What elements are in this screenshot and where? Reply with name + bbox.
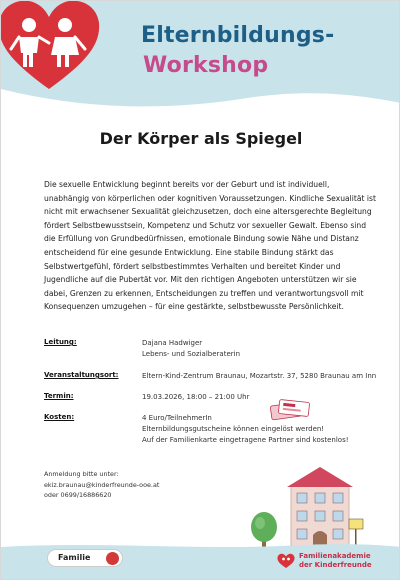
familie-label: Familie [58, 553, 91, 562]
voucher-tickets-icon [269, 396, 311, 422]
kosten-label: Kosten: [44, 413, 75, 421]
kids-heart-icon [0, 0, 103, 93]
kosten-value [142, 413, 349, 446]
contact-phone[interactable]: oder 0699/16886620 [44, 491, 112, 499]
leitung-value [142, 338, 240, 360]
kosten-line1: 4 Euro/TeilnehmerIn [142, 414, 212, 422]
leitung-role: Lebens- und Sozialberaterin [142, 350, 241, 358]
header-title-line1: Elternbildungs- [141, 23, 335, 48]
termin-value: 19.03.2026, 18:00 – 21:00 Uhr [142, 393, 250, 401]
akademie-heart-icon [277, 553, 295, 569]
contact-email[interactable]: ekiz.braunau@kinderfreunde-ooe.at [44, 480, 160, 489]
familie-logo-icon [106, 552, 119, 565]
header-title-line2: Workshop [143, 53, 269, 78]
contact-intro: Anmeldung bitte unter: [44, 470, 119, 478]
intro-paragraph: Die sexuelle Entwicklung beginnt bereits vor der Geburt und ist individuell, unabhängig von körperlichen oder kognitiven Voraussetzungen. Kindliche Sexualität ist nicht mit erwachsener Sexualität gleichzusetzen, doch eine altersgerechte Begleitung fördert Selbstbewusstsein, Kompetenz und Schutz vor sexueller Gewalt. Ebenso sind die Erfüllung von Grundbedürfnissen, emotionale Bindung sowie Nähe und Distanz entscheidend für eine gesunde Entwicklung. Eine stabile Bindung stärkt das Selbstwertgefühl, fördert selbstbestimmtes Verhalten und bereitet Kinder und Jugendliche auf die Pubertät vor. Mit den richtigen Angeboten unterstützen wir sie dabei, Grenzen zu erkennen, Entscheidungen zu treffen und verantwortungsvoll mit Konsequenzen umzugehen – für eine gestärkte, selbstbewusste Persönlichkeit. [44, 180, 376, 312]
termin-label: Termin: [44, 392, 74, 400]
ort-value: Eltern-Kind-Zentrum Braunau, Mozartstr. 37, 5280 Braunau am Inn [142, 372, 377, 380]
leitung-label: Leitung: [44, 338, 77, 346]
akademie-line2: der Kinderfreunde [299, 561, 372, 569]
leitung-name: Dajana Hadwiger [142, 339, 203, 347]
kosten-line2: Elternbildungsgutscheine können eingelöst werden! [142, 425, 325, 433]
page-title: Der Körper als Spiegel [99, 129, 303, 148]
ort-label: Veranstaltungsort: [44, 371, 119, 379]
akademie-line1: Familienakademie [299, 552, 371, 560]
kosten-line3: Auf der Familienkarte eingetragene Partner sind kostenlos! [142, 436, 349, 444]
familie-badge [47, 549, 123, 567]
contact-block [44, 469, 159, 501]
